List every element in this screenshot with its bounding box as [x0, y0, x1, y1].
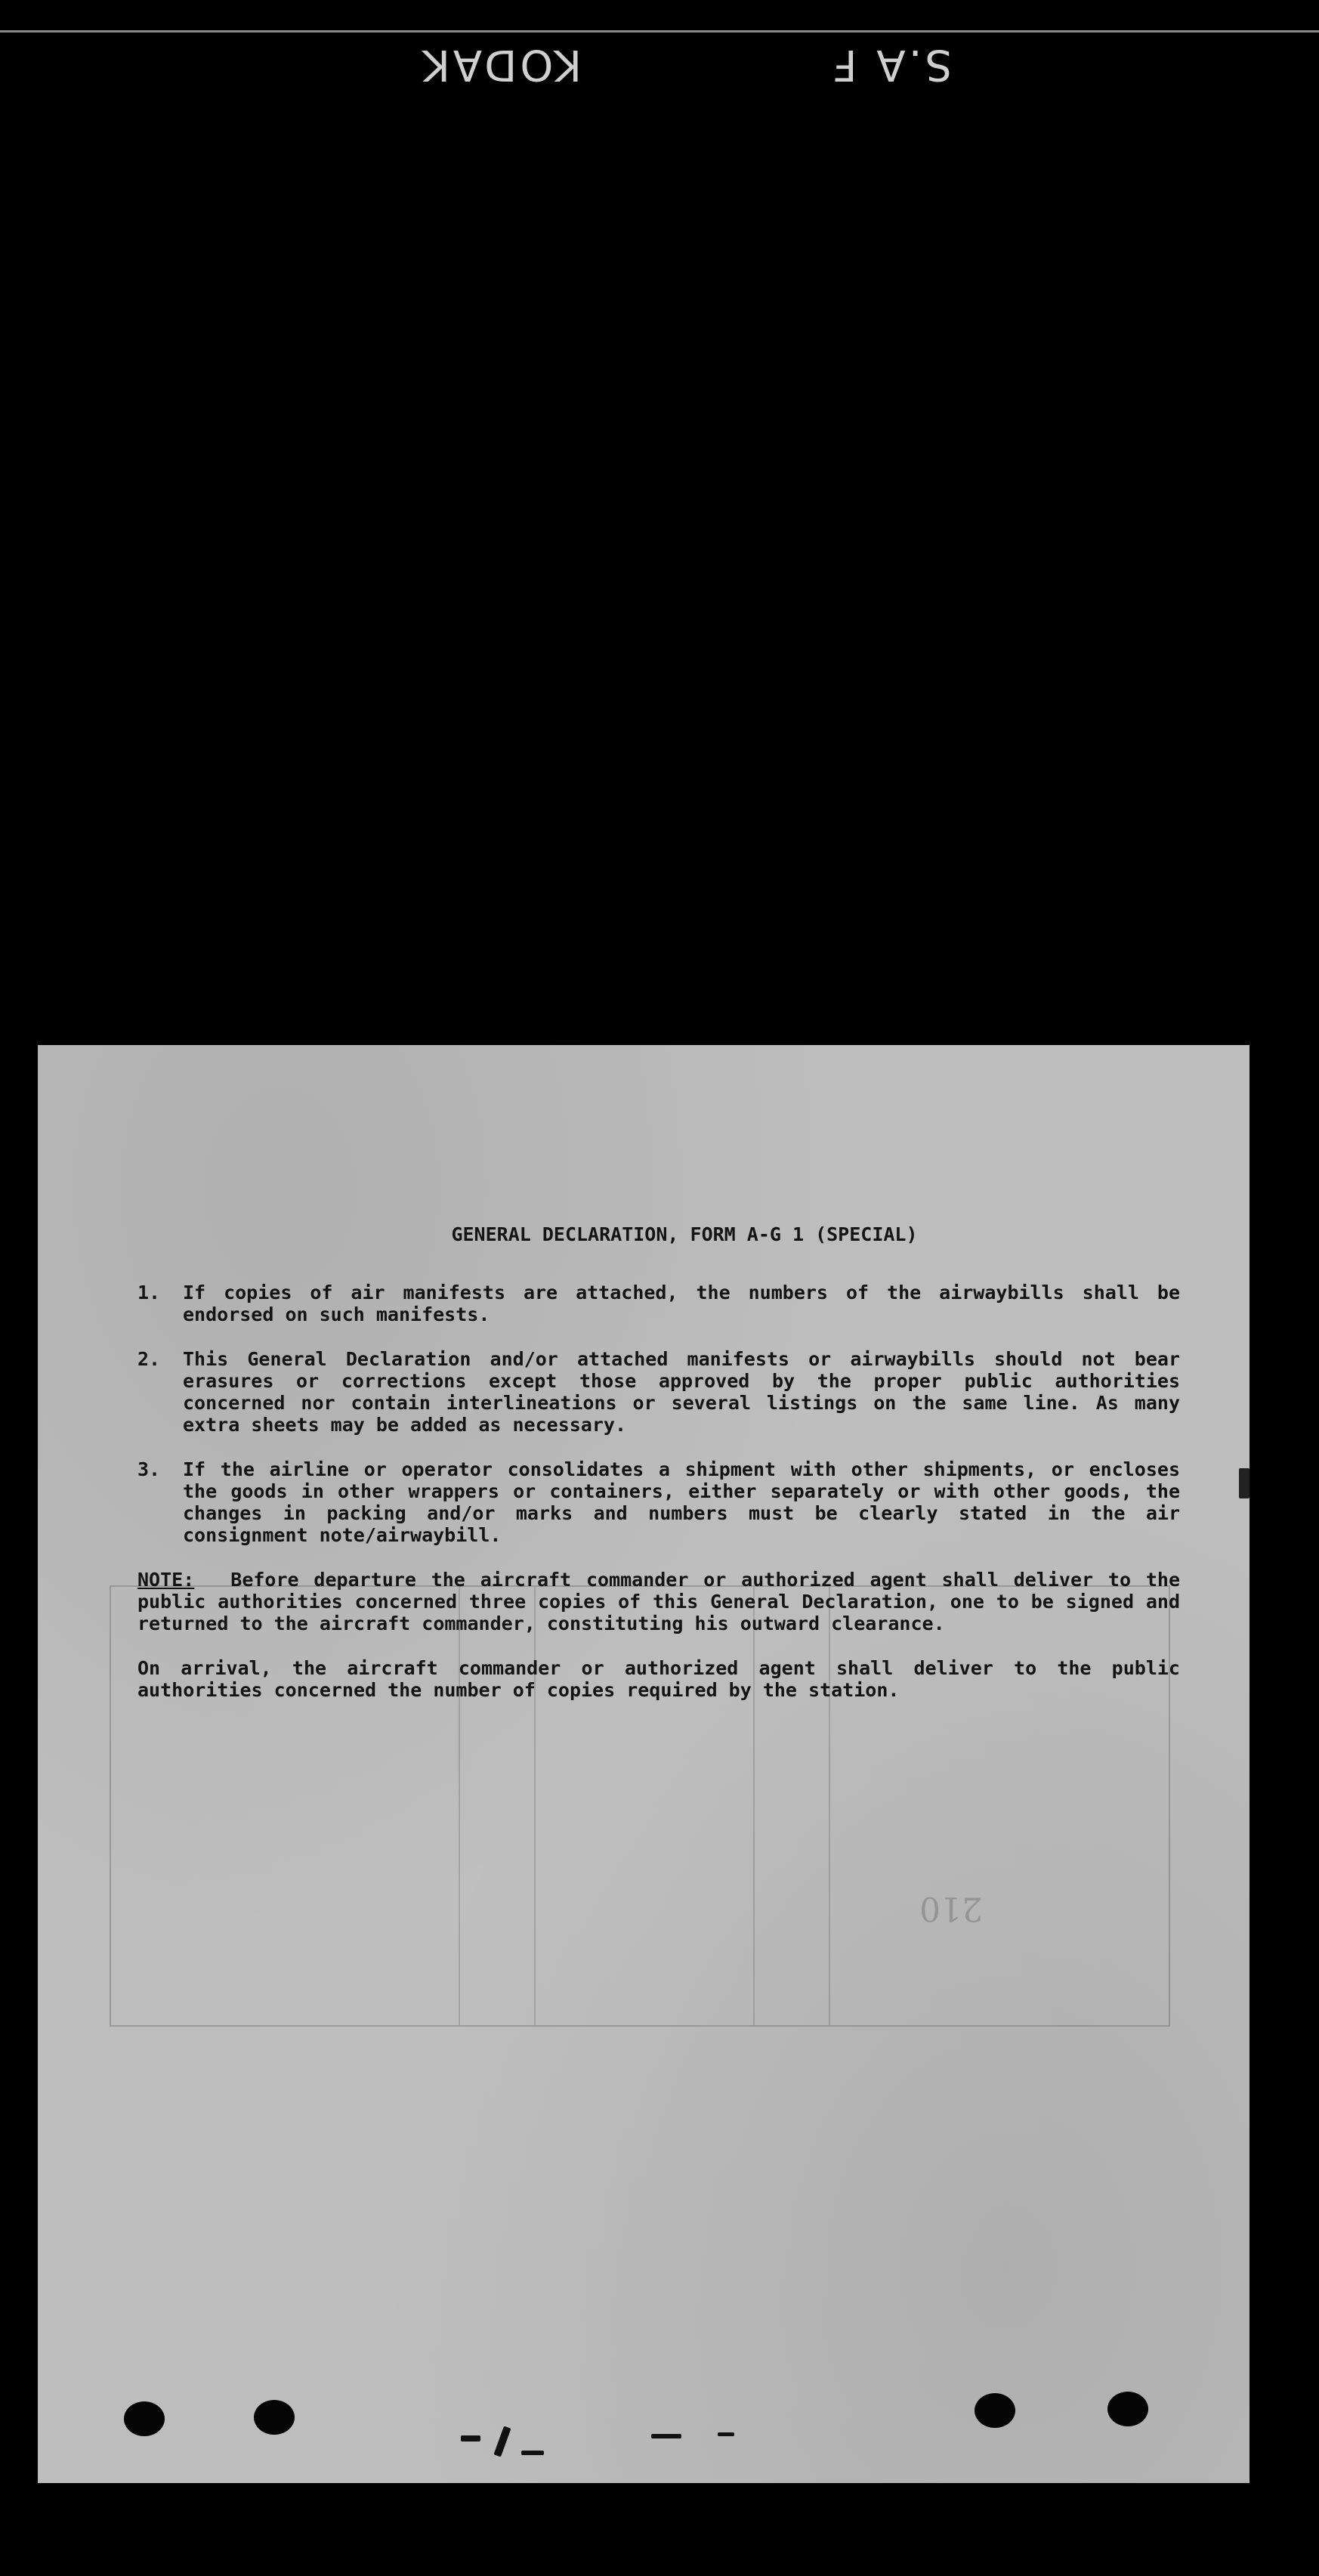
bleed-through-number: 210	[919, 1889, 983, 1928]
instruction-item	[137, 1282, 1180, 1325]
instruction-item	[137, 1458, 1180, 1546]
punch-hole	[975, 2393, 1015, 2428]
document-sheet	[38, 1045, 1249, 2483]
film-code-text: S.A F	[829, 40, 952, 89]
film-edge-line	[0, 30, 1319, 32]
note-text: Before departure the aircraft commander or authorized agent shall deliver to the public authorities concerned three copies of this General Declaration, one to be signed and returned to the aircraft commander, constituting his outward clearance.	[137, 1569, 1180, 1634]
document-title: GENERAL DECLARATION, FORM A-G 1 (SPECIAL)	[451, 1223, 918, 1245]
film-code-mark	[695, 40, 952, 89]
film-maker-text: KODAK	[419, 40, 582, 89]
ink-speck	[718, 2432, 734, 2436]
ink-speck	[521, 2451, 544, 2455]
ink-speck	[493, 2426, 511, 2457]
ink-speck	[1239, 1468, 1249, 1498]
arrival-paragraph: On arrival, the aircraft commander or authorized agent shall deliver to the public authorities concerned the number of copies required by the station.	[137, 1657, 1180, 1701]
instruction-text: If the airline or operator consolidates a shipment with other shipments, or encloses the goods in other wrappers or containers, either separately or with other goods, the changes in packing and/or marks and numbers must be clearly stated in the air consignment note/airwaybill.	[183, 1458, 1180, 1546]
ink-speck	[651, 2434, 681, 2438]
film-maker-mark	[30, 40, 582, 89]
punch-hole	[124, 2401, 165, 2436]
film-edge-print	[30, 36, 952, 89]
instruction-text: This General Declaration and/or attached manifests or airwaybills should not bear erasures or corrections except those approved by the proper public authorities concerned nor contain interlineations or several listings on the same line. As many extra sheets may be added as necessary.	[183, 1348, 1180, 1436]
note-label: NOTE:	[137, 1569, 195, 1591]
ink-speck	[461, 2435, 480, 2441]
instruction-item	[137, 1348, 1180, 1436]
instruction-number: 2.	[137, 1348, 161, 1370]
punch-hole	[1107, 2392, 1148, 2426]
instruction-text: If copies of air manifests are attached, the numbers of the airwaybills shall be endorsed on such manifests.	[183, 1282, 1180, 1325]
document-body	[137, 1223, 1180, 1701]
instruction-number: 3.	[137, 1458, 161, 1480]
punch-hole	[254, 2400, 295, 2435]
instruction-number: 1.	[137, 1282, 161, 1303]
note-paragraph	[137, 1569, 1180, 1634]
